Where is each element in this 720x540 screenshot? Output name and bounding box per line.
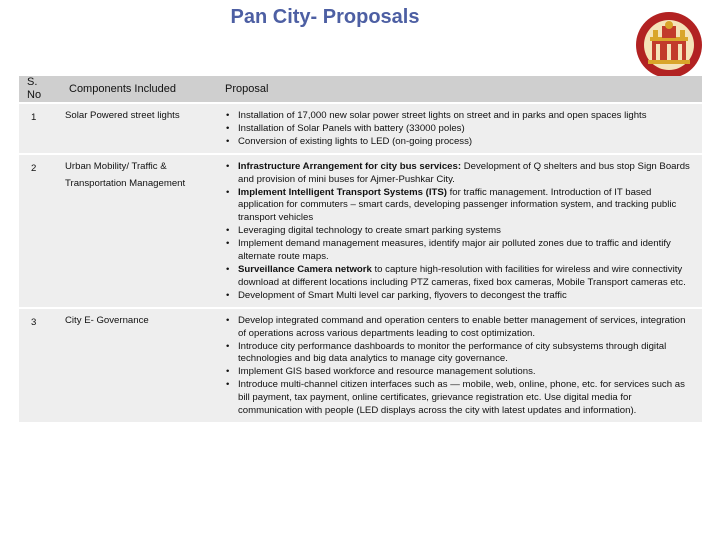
table-header-row — [19, 76, 702, 103]
row-sno: 2 — [19, 154, 61, 308]
proposal-bullet: • Conversion of existing lights to LED (on-going process) — [225, 136, 694, 149]
proposal-bullet: • Leveraging digital technology to create smart parking systems — [225, 225, 694, 238]
header-proposal: Proposal — [217, 76, 702, 103]
proposal-bullet: • Infrastructure Arrangement for city bus services: Development of Q shelters and bus stop Sign Boards and provision of mini buses for Ajmer-Pushkar City. — [225, 161, 694, 187]
component-label: Urban Mobility/ Traffic & — [65, 160, 167, 172]
header-sno: S. No — [19, 76, 61, 103]
component-label: Transportation Management — [65, 177, 186, 189]
proposal-bullet: • Development of Smart Multi level car parking, flyovers to decongest the traffic — [225, 290, 694, 303]
municipal-emblem-icon — [634, 10, 704, 80]
proposals-table — [19, 76, 702, 422]
proposal-bullet: • Surveillance Camera network to capture high-resolution with facilities for wireless and wire connectivity download at different locations including PTZ cameras, fixed box cameras, Mobile Transport cameras etc. — [225, 264, 694, 290]
proposal-bullet: • Introduce multi-channel citizen interfaces such as — mobile, web, online, phone, etc. for services such as bill payment, tax payment, online certificates, grievance registration etc. Use digital media for communication with people (LED displays across the city with latest updates and information). — [225, 379, 694, 418]
component-label: Solar Powered street lights — [65, 110, 180, 121]
row-sno: 3 — [19, 308, 61, 422]
proposal-bullet: • Implement Intelligent Transport Systems (ITS) for traffic management. Introduction of IT based application for commuters – smart cards, developing passenger information system, and tracking public transport vehicles — [225, 187, 694, 226]
component-label: City E- Governance — [65, 314, 149, 326]
row-component — [61, 308, 217, 422]
table-row — [19, 308, 702, 422]
row-component — [61, 154, 217, 308]
table-row — [19, 154, 702, 308]
row-sno: 1 — [19, 103, 61, 154]
row-component — [61, 103, 217, 154]
table-row — [19, 103, 702, 154]
row-proposal — [217, 103, 702, 154]
proposal-bullet: • Installation of 17,000 new solar power street lights on street and in parks and open spaces lights — [225, 110, 694, 123]
proposal-bullet: • Implement GIS based workforce and resource management solutions. — [225, 366, 694, 379]
proposal-bullet: • Installation of Solar Panels with battery (33000 poles) — [225, 123, 694, 136]
row-proposal — [217, 308, 702, 422]
page-title: Pan City- Proposals — [230, 6, 420, 28]
row-proposal — [217, 154, 702, 308]
proposal-bullet: • Develop integrated command and operation centers to enable better management of services, integration of operations across various departments leading to cost optimization. — [225, 315, 694, 341]
proposal-bullet: • Implement demand management measures, identify major air polluted zones due to traffic and identify alternate route maps. — [225, 238, 694, 264]
header-components: Components Included — [61, 76, 217, 103]
proposal-bullet: • Introduce city performance dashboards to monitor the performance of city subsystems through digital technologies and big data analytics to manage city governance. — [225, 341, 694, 367]
